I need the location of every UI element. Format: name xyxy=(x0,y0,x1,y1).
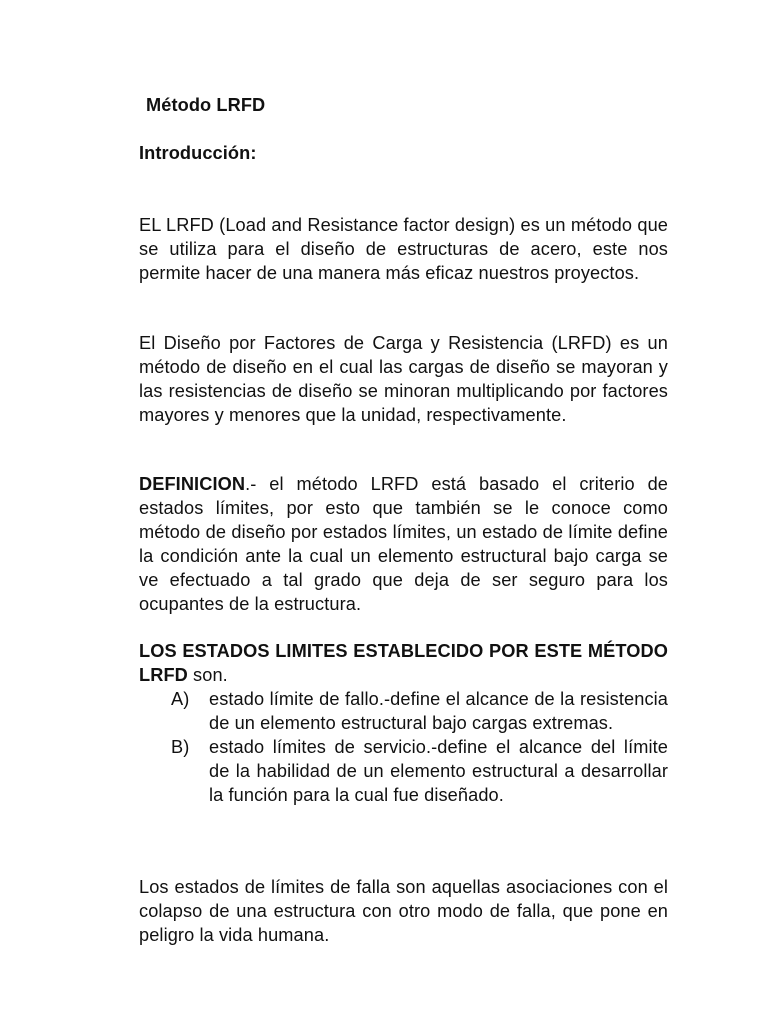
limits-heading-bold: LOS ESTADOS LIMITES ESTABLECIDO POR ESTE MÉTODO LRFD xyxy=(139,641,668,685)
final-paragraph: Los estados de límites de falla son aquellas asociaciones con el colapso de una estructura con otro modo de falla, que pone en peligro la vida humana. xyxy=(139,877,668,945)
intro-heading: Introducción: xyxy=(139,143,257,163)
limits-list xyxy=(139,687,668,807)
intro-paragraph-2: El Diseño por Factores de Carga y Resistencia (LRFD) es un método de diseño en el cual las cargas de diseño se mayoran y las resistencias de diseño se minoran multiplicando por factores mayores y menores que la unidad, respectivamente. xyxy=(139,333,668,425)
list-marker: A) xyxy=(171,689,190,709)
list-item xyxy=(139,687,668,735)
limits-heading xyxy=(139,639,668,687)
definition-text: .- el método LRFD está basado el criterio de estados límites, por esto que también se le conoce como método de diseño por estados límites, un estado de límite define la condición ante la cual un elemento estructural bajo carga se ve efectuado a tal grado que deja de ser seguro para los ocupantes de la estructura. xyxy=(139,474,668,614)
definition-label: DEFINICION xyxy=(139,474,246,494)
definition-paragraph xyxy=(139,472,668,616)
document-title: Método LRFD xyxy=(146,95,266,115)
limits-heading-rest: son. xyxy=(187,665,228,685)
list-item xyxy=(139,735,668,807)
list-item-text: estado límites de servicio.-define el alcance del límite de la habilidad de un elemento estructural a desarrollar la función para la cual fue diseñado. xyxy=(209,737,668,805)
list-item-text: estado límite de fallo.-define el alcance de la resistencia de un elemento estructural bajo cargas extremas. xyxy=(209,689,668,733)
intro-paragraph-1: EL LRFD (Load and Resistance factor design) es un método que se utiliza para el diseño de estructuras de acero, este nos permite hacer de una manera más eficaz nuestros proyectos. xyxy=(139,215,668,283)
list-marker: B) xyxy=(171,737,190,757)
